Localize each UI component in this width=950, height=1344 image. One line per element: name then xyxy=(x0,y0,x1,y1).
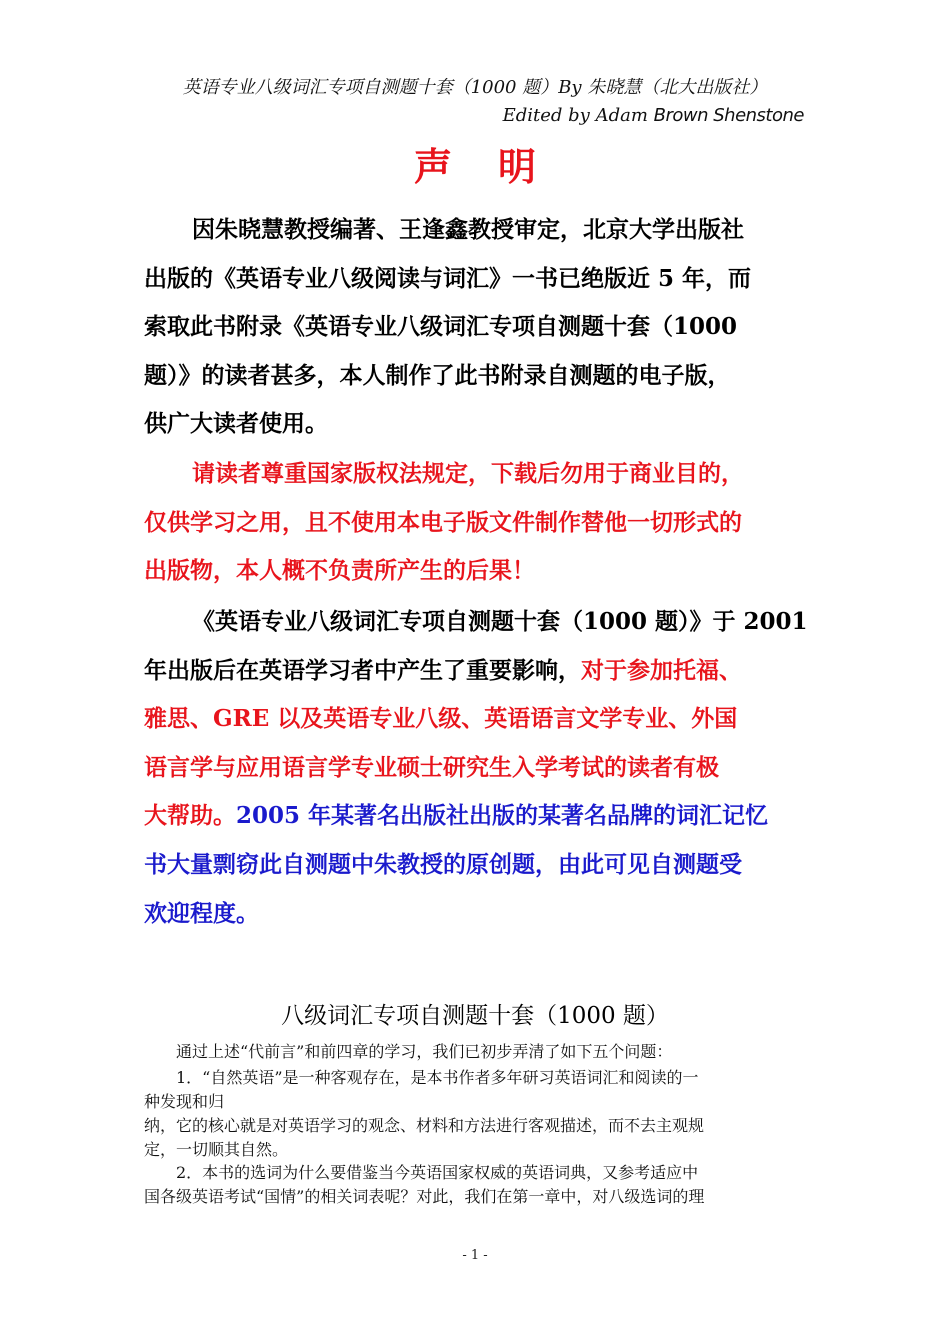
header-title: 英语专业八级词汇专项自测题十套（1000 题）By 朱晓慧（北大出版社） xyxy=(182,77,768,98)
paragraph-3-line: 《英语专业八级词汇专项自测题十套（1000 题）》于 2001 xyxy=(192,608,808,635)
section-item-line: 2．本书的选词为什么要借鉴当今英语国家权威的英语词典，又参考适应中 xyxy=(176,1163,699,1182)
section-item-line: 1．“自然英语”是一种客观存在，是本书作者多年研习英语词汇和阅读的一 xyxy=(176,1068,699,1087)
paragraph-3-red-text: 大帮助。 xyxy=(144,802,236,830)
paragraph-2-warning xyxy=(144,450,804,596)
section-item-line: 纳，它的核心就是对英语学习的观念、材料和方法进行客观描述，而不去主观规 xyxy=(144,1116,705,1135)
header-editor xyxy=(503,104,804,128)
paragraph-3-line: 欢迎程度。 xyxy=(144,899,259,927)
section-item-line: 种发现和归 xyxy=(144,1092,225,1111)
paragraph-3 xyxy=(144,598,808,938)
paragraph-1-line: 题）》的读者甚多，本人制作了此书附录自测题的电子版， xyxy=(144,361,731,389)
paragraph-2-line: 请读者尊重国家版权法规定，下载后勿用于商业目的， xyxy=(192,460,744,487)
paragraph-3-line: 书大量剽窃此自测题中朱教授的原创题，由此可见自测题受 xyxy=(144,850,742,878)
section-item-line: 国各级英语考试“国情”的相关词表呢？对此，我们在第一章中，对八级选词的理 xyxy=(144,1187,705,1206)
paragraph-3-blue-text: 2005 年某著名出版社出版的某著名品牌的词汇记忆 xyxy=(236,802,769,830)
paragraph-3-line xyxy=(144,647,804,696)
section-intro-line: 通过上述“代前言”和前四章的学习，我们已初步弄清了如下五个问题： xyxy=(176,1042,673,1061)
page-number: - 1 - xyxy=(462,1248,488,1263)
section-title: 八级词汇专项自测题十套（1000 题） xyxy=(281,1003,669,1029)
editor-signature: Brown Shenstone xyxy=(653,105,804,126)
section-intro xyxy=(144,1040,804,1064)
edited-by-text: Edited by Adam xyxy=(502,105,654,126)
section-item-2 xyxy=(144,1161,804,1209)
section-item-1 xyxy=(144,1066,804,1162)
paragraph-1-line: 索取此书附录《英语专业八级词汇专项自测题十套（1000 xyxy=(144,313,738,341)
paragraph-3-red-text: 对于参加托福、 xyxy=(581,656,742,684)
paragraph-3-black-text: 年出版后在英语学习者中产生了重要影响， xyxy=(144,656,581,684)
paragraph-3-line: 雅思、GRE 以及英语专业八级、英语语言文学专业、外国 xyxy=(144,705,738,733)
paragraph-1-line: 供广大读者使用。 xyxy=(144,410,328,438)
paragraph-3-line xyxy=(144,792,804,841)
paragraph-3-line: 语言学与应用语言学专业硕士研究生入学考试的读者有极 xyxy=(144,753,719,781)
section-item-line: 定，一切顺其自然。 xyxy=(144,1140,289,1159)
paragraph-1-line: 因朱晓慧教授编著、王逢鑫教授审定，北京大学出版社 xyxy=(192,216,744,243)
paragraph-2-line: 出版物，本人概不负责所产生的后果！ xyxy=(144,557,535,585)
document-title: 声明 xyxy=(413,144,582,189)
paragraph-1-line: 出版的《英语专业八级阅读与词汇》一书已绝版近 5 年，而 xyxy=(144,264,752,292)
paragraph-2-line: 仅供学习之用，且不使用本电子版文件制作替他一切形式的 xyxy=(144,508,742,536)
paragraph-1 xyxy=(144,206,804,449)
